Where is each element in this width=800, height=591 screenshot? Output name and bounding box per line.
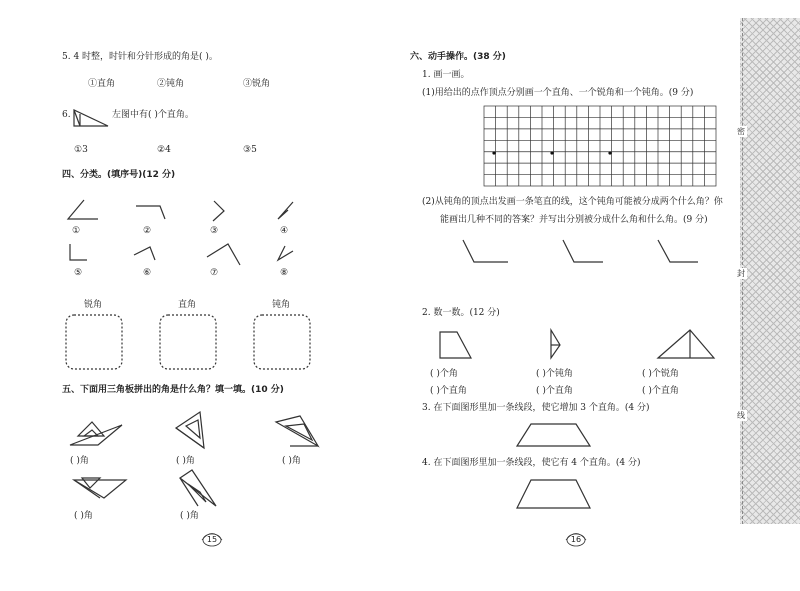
angle-label-3: ③ <box>210 226 219 236</box>
count-blank-1[interactable]: ( )个角 <box>430 369 458 379</box>
angle-figure-1 <box>68 200 98 219</box>
q1-part1: (1)用给出的点作顶点分别画一个直角、一个锐角和一个钝角。(9 分) <box>422 88 694 98</box>
box-label-right: 直角 <box>178 300 197 310</box>
angle-figure-6 <box>134 247 155 260</box>
page-badge-left <box>202 534 222 547</box>
q6-option-1: ①3 <box>74 145 88 155</box>
setsquare-figure-5 <box>180 470 216 506</box>
setsquare-figure-1 <box>70 422 122 445</box>
count-shape-3 <box>658 330 714 358</box>
q5-option-1: ①直角 <box>88 79 116 89</box>
angle-figure-5 <box>70 244 87 260</box>
angle-figure-8 <box>278 246 293 260</box>
q6-triangle-figure <box>74 110 108 126</box>
box-right <box>160 315 216 369</box>
setsquare-figure-2 <box>176 412 204 448</box>
binding-char-2: 封 <box>737 269 745 278</box>
q6-stem: 左图中有( )个直角。 <box>112 110 194 120</box>
triangle-blank-2[interactable]: ( )角 <box>176 456 195 466</box>
section-5-title: 五、下面用三角板拼出的角是什么角？填一填。(10 分) <box>62 385 284 395</box>
angle-figure-4 <box>278 202 293 219</box>
q5-option-2: ②钝角 <box>157 79 185 89</box>
q3-text: 3. 在下面图形里加一条线段，使它增加 3 个直角。(4 分) <box>422 403 650 413</box>
box-obtuse <box>254 315 310 369</box>
angle-label-5: ⑤ <box>74 268 83 278</box>
count-blank-5[interactable]: ( )个直角 <box>536 386 573 396</box>
triangle-blank-4[interactable]: ( )角 <box>74 511 93 521</box>
obtuse-angle-a <box>463 240 508 262</box>
binding-char-3: 线 <box>737 411 745 420</box>
triangle-blank-3[interactable]: ( )角 <box>282 456 301 466</box>
obtuse-angle-b <box>563 240 603 262</box>
angle-figure-3 <box>213 201 224 221</box>
box-label-obtuse: 钝角 <box>272 300 291 310</box>
angle-figure-7 <box>207 244 240 265</box>
angle-label-7: ⑦ <box>210 268 219 278</box>
box-acute <box>66 315 122 369</box>
q4-text: 4. 在下面图形里加一条线段，使它有 4 个直角。(4 分) <box>422 458 641 468</box>
count-shape-1 <box>440 332 471 358</box>
page-number-left: 15 <box>206 535 218 544</box>
q6-option-3: ③5 <box>243 145 257 155</box>
triangle-blank-5[interactable]: ( )角 <box>180 511 199 521</box>
dot-grid <box>484 106 716 186</box>
setsquare-figure-3 <box>276 416 318 446</box>
obtuse-angle-c <box>658 240 698 262</box>
count-shape-2 <box>551 330 560 358</box>
q6-number: 6. <box>62 110 71 120</box>
q4-trapezoid <box>517 480 590 508</box>
count-blank-6[interactable]: ( )个直角 <box>642 386 679 396</box>
angle-label-8: ⑧ <box>280 268 289 278</box>
angle-label-2: ② <box>143 226 152 236</box>
q3-trapezoid <box>517 424 590 446</box>
q1-part2-line2: 能画出几种不同的答案？并写出分别被分成什么角和什么角。(9 分) <box>440 215 708 225</box>
q1-part2-line1: (2)从钝角的顶点出发画一条笔直的线，这个钝角可能被分成两个什么角？你 <box>422 197 723 207</box>
box-label-acute: 锐角 <box>84 300 103 310</box>
triangle-blank-1[interactable]: ( )角 <box>70 456 89 466</box>
angle-label-1: ① <box>72 226 81 236</box>
section-4-title: 四、分类。(填序号)(12 分) <box>62 170 176 180</box>
grid-dot-1 <box>492 151 495 154</box>
angle-label-6: ⑥ <box>143 268 152 278</box>
q6-option-2: ②4 <box>157 145 171 155</box>
count-blank-3[interactable]: ( )个锐角 <box>642 369 679 379</box>
binding-char-1: 密 <box>737 127 745 136</box>
angle-label-4: ④ <box>280 226 289 236</box>
angle-figure-2 <box>136 206 165 219</box>
count-blank-4[interactable]: ( )个直角 <box>430 386 467 396</box>
setsquare-figure-4 <box>74 478 126 498</box>
q5-option-3: ③锐角 <box>243 79 271 89</box>
q5-stem: 5. 4 时整，时针和分针形成的角是( )。 <box>62 52 218 62</box>
q2-title: 2. 数一数。(12 分) <box>422 308 500 318</box>
page-number-right: 16 <box>570 535 582 544</box>
grid-dot-2 <box>550 151 553 154</box>
grid-dot-3 <box>608 151 611 154</box>
section-6-title: 六、动手操作。(38 分) <box>410 52 506 62</box>
page-badge-right <box>566 534 586 547</box>
count-blank-2[interactable]: ( )个钝角 <box>536 369 573 379</box>
q1-title: 1. 画一画。 <box>422 70 470 80</box>
